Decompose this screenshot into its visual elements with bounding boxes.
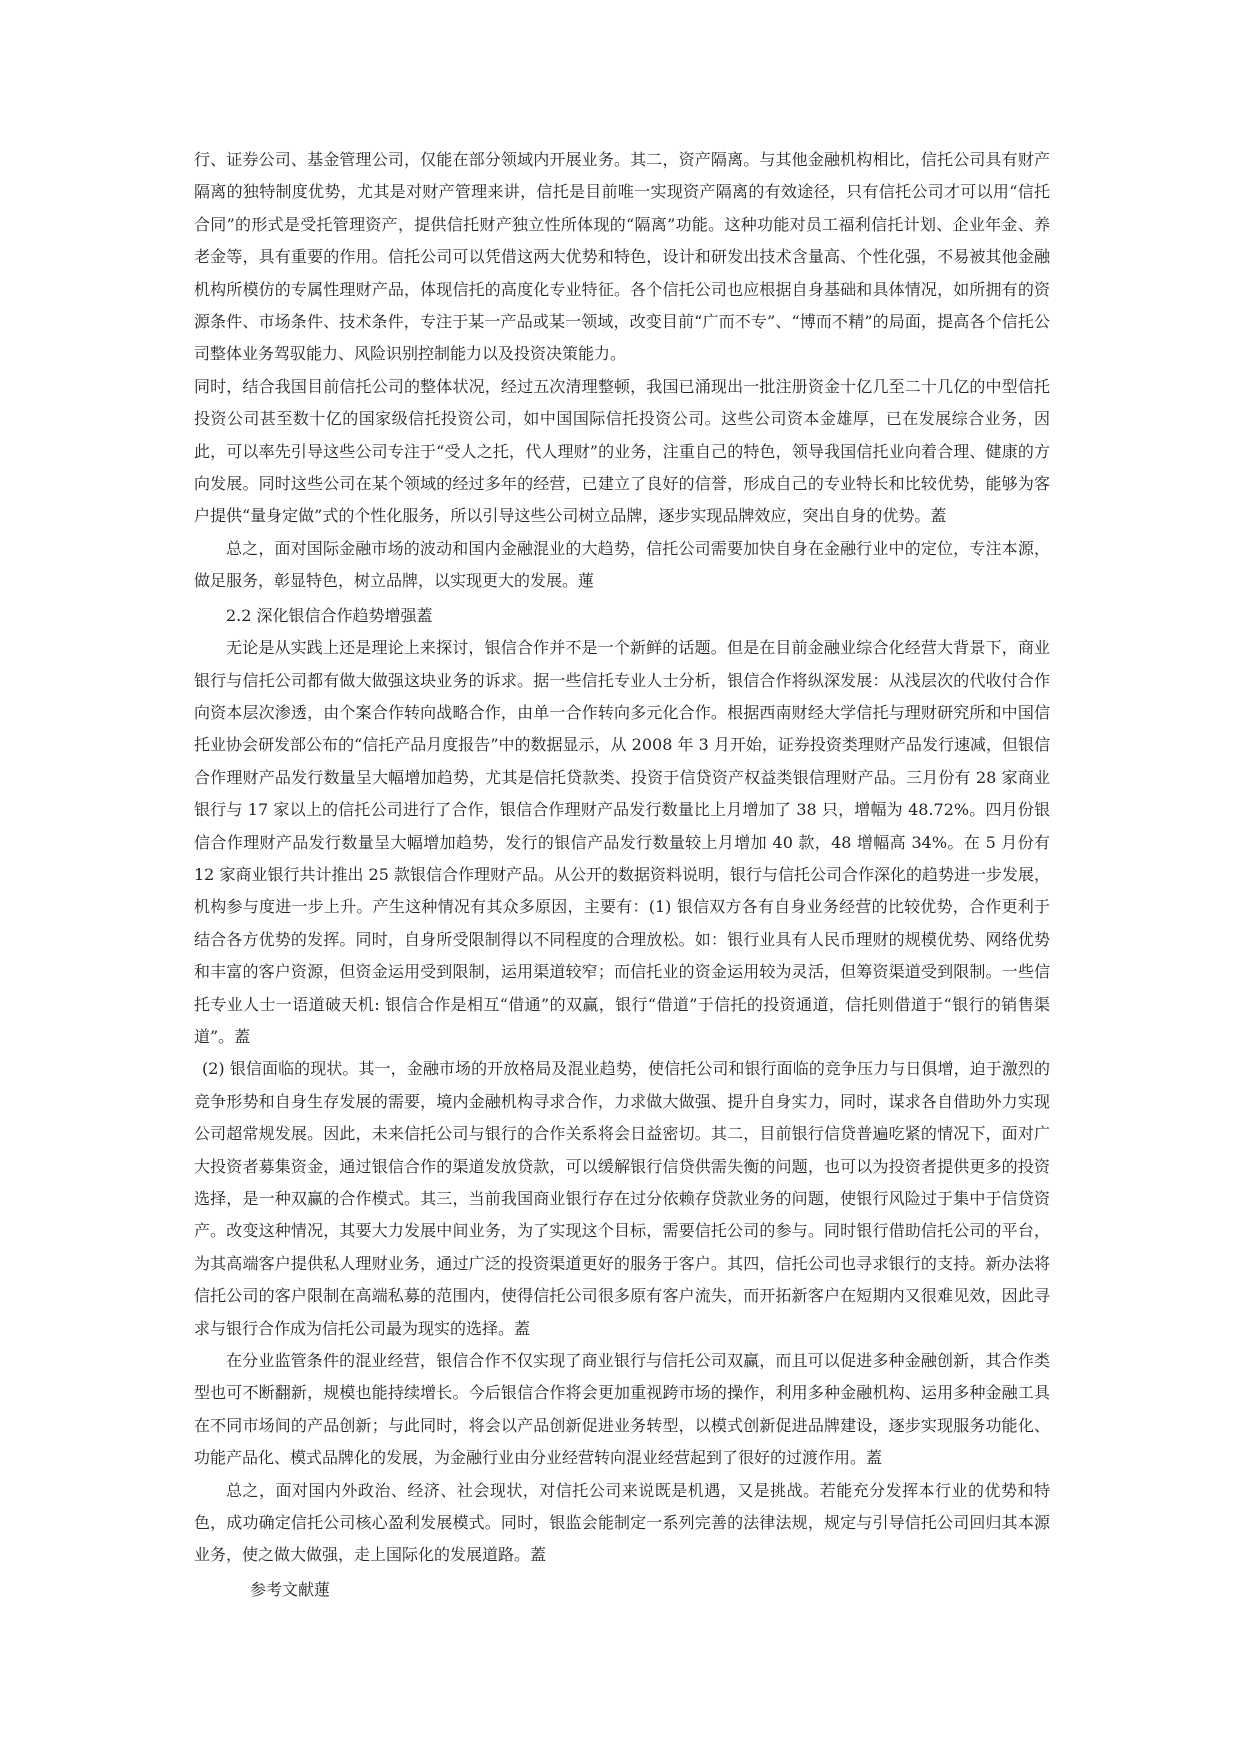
paragraph-large-trust-companies: 同时，结合我国目前信托公司的整体状况，经过五次清理整顿，我国已涌现出一批注册资金十亿几至二十几亿的中型信托投资公司甚至数十亿的国家级信托投资公司，如中国国际信托投资公司。这些公司资本金雄厚，已在发展综合业务，因此，可以率先引导这些公司专注于“受人之托，代人理财”的业务，注重自己的特色，领导我国信托业向着合理、健康的方向发展。同时这些公司在某个领域的经过多年的经营，已建立了良好的信誉，形成自己的专业特长和比较优势，能够为客户提供“量身定做”式的个性化服务，所以引导这些公司树立品牌，逐步实现品牌效应，突出自身的优势。蓋 bbox=[194, 376, 1050, 526]
paragraph-conclusion: 总之，面对国内外政治、经济、社会现状，对信托公司来说既是机遇，又是挑战。若能充分发挥本行业的优势和特色，成功确定信托公司核心盈利发展模式。同时，银监会能制定一系列完善的法律法规，规定与引导信托公司回归其本源业务，使之做大做强，走上国际化的发展道路。蓋 bbox=[194, 1480, 1050, 1565]
paragraph-trust-advantages: 行、证券公司、基金管理公司，仅能在部分领域内开展业务。其二，资产隔离。与其他金融机构相比，信托公司具有财产隔离的独特制度优势，尤其是对财产管理来讲，信托是目前唯一实现资产隔离的有效途径，只有信托公司才可以用“信托合同”的形式是受托管理资产，提供信托财产独立性所体现的“隔离”功能。这种功能对员工福利信托计划、企业年金、养老金等，具有重要的作用。信托公司可以凭借这两大优势和特色，设计和研发出技术含量高、个性化强，不易被其他金融机构所模仿的专属性理财产品，体现信托的高度化专业特征。各个信托公司也应根据自身基础和具体情况，如所拥有的资源条件、市场条件、技术条件，专注于某一产品或某一领域，改变目前“广而不专”、“博而不精”的局面，提高各个信托公司整体业务驾驭能力、风险识别控制能力以及投资决策能力。 bbox=[194, 150, 1050, 364]
paragraph-mixed-operation: 在分业监管条件的混业经营，银信合作不仅实现了商业银行与信托公司双赢，而且可以促进多种金融创新，其合作类型也可不断翻新，规模也能持续增长。今后银信合作将会更加重视跨市场的操作，利用多种金融机构、运用多种金融工具在不同市场间的产品创新；与此同时，将会以产品创新促进业务转型，以模式创新促进品牌建设，逐步实现服务功能化、功能产品化、模式品牌化的发展，为金融行业由分业经营转向混业经营起到了很好的过渡作用。蓋 bbox=[194, 1351, 1050, 1468]
paragraph-bank-trust-cooperation: 无论是从实践上还是理论上来探讨，银信合作并不是一个新鲜的话题。但是在目前金融业综合化经营大背景下，商业银行与信托公司都有做大做强这块业务的诉求。据一些信托专业人士分析，银信合作将纵深发展：从浅层次的代收付合作向资本层次渗透，由个案合作转向战略合作，由单一合作转向多元化合作。根据西南财经大学信托与理财研究所和中国信托业协会研发部公布的“信托产品月度报告”中的数据显示，从 2008 年 3 月开始，证券投资类理财产品发行速减，但银信合作理财产品发行数量呈大幅增加趋势，尤其是信托贷款类、投资于信贷资产权益类银信理财产品。三月份有 28 家商业银行与 17 家以上的信托公司进行了合作，银信合作理财产品发行数量比上月增加了 38 只，增幅为 48.72%。四月份银信合作理财产品发行数量呈大幅增加趋势，发行的银信产品发行数量较上月增加 40 款，48 增幅高 34%。在 5 月份有 12 家商业银行共计推出 25 款银信合作理财产品。从公开的数据资料说明，银行与信托公司合作深化的趋势进一步发展，机构参与度进一步上升。产生这种情况有其众多原因，主要有：(1) 银信双方各有自身业务经营的比较优势，合作更利于结合各方优势的发挥。同时，自身所受限制得以不同程度的合理放松。如：银行业具有人民币理财的规模优势、网络优势和丰富的客户资源，但资金运用受到限制，运用渠道较窄；而信托业的资金运用较为灵活，但筹资渠道受到限制。一些信托专业人士一语道破天机: 银信合作是相互“借通”的双赢，银行“借道”于信托的投资通道，信托则借道于“银行的销售渠道”。蓋 bbox=[194, 638, 1050, 1046]
paragraph-current-situation: (2) 银信面临的现状。其一，金融市场的开放格局及混业趋势，使信托公司和银行面临的竞争压力与日俱增，迫于激烈的竞争形势和自身生存发展的需要，境内金融机构寻求合作，力求做大做强、提升自身实力，同时，谋求各自借助外力实现公司超常规发展。因此，未来信托公司与银行的合作关系将会日益密切。其二，目前银行信贷普遍吃紧的情况下，面对广大投资者募集资金，通过银信合作的渠道发放贷款，可以缓解银行信贷供需失衡的问题，也可以为投资者提供更多的投资选择，是一种双赢的合作模式。其三，当前我国商业银行存在过分依赖存贷款业务的问题，使银行风险过于集中于信贷资产。改变这种情况，其要大力发展中间业务，为了实现这个目标，需要信托公司的参与。同时银行借助信托公司的平台，为其高端客户提供私人理财业务，通过广泛的投资渠道更好的服务于客户。其四，信托公司也寻求银行的支持。新办法将信托公司的客户限制在高端私募的范围内，使得信托公司很多原有客户流失，而开拓新客户在短期内又很难见效，因此寻求与银行合作成为信托公司最为现实的选择。蓋 bbox=[194, 1059, 1050, 1338]
section-heading-2-2: 2.2 深化银信合作趋势增强蓋 bbox=[226, 605, 433, 625]
document-body bbox=[194, 144, 1050, 1606]
paragraph-summary-positioning: 总之，面对国际金融市场的波动和国内金融混业的大趋势，信托公司需要加快自身在金融行业中的定位，专注本源，做足服务，彰显特色，树立品牌，以实现更大的发展。蓮 bbox=[194, 538, 1050, 591]
references-heading: 参考文献蓮 bbox=[250, 1579, 331, 1599]
